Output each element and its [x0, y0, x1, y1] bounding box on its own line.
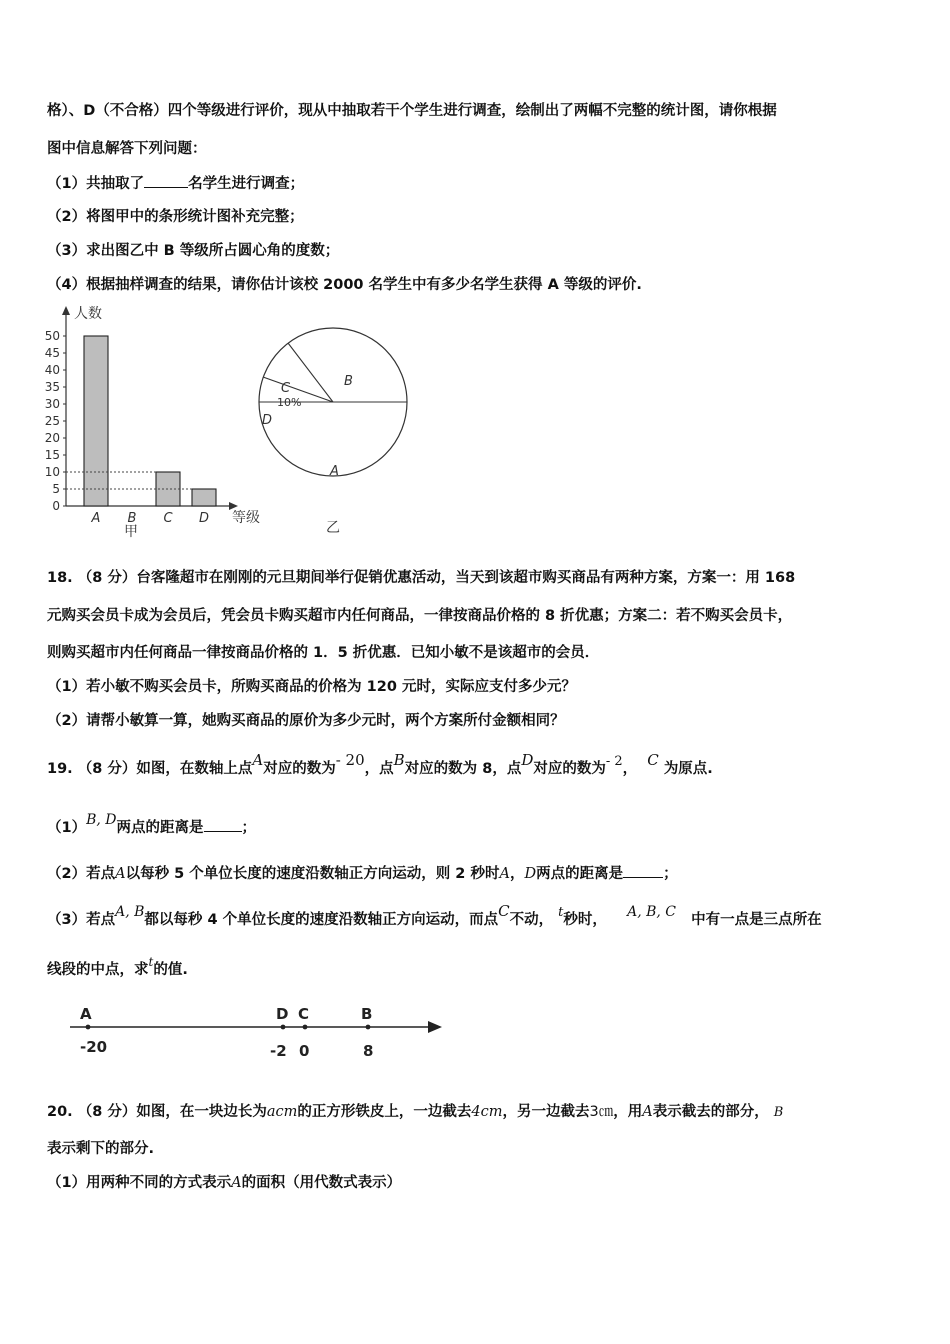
bar-d	[192, 489, 216, 506]
q17-part1-text-b: 名学生进行调查；	[188, 176, 305, 192]
q17-part1-text: （1）共抽取了	[47, 176, 145, 192]
var-c: C	[498, 902, 510, 920]
q20-text: ，用	[613, 1104, 643, 1120]
q19-part3-text: （3）若点	[47, 912, 116, 928]
q19-stem-text: 对应的数为	[263, 761, 336, 777]
number-line	[60, 1000, 460, 1060]
x-tick-label-a: A	[91, 511, 101, 526]
pie-divider-c	[288, 343, 333, 402]
q19-part2-text: 两点的距离是	[536, 866, 624, 882]
q19-part2-text: ，	[509, 866, 525, 882]
var-t: t	[148, 955, 154, 969]
y-tick-label: 45	[44, 346, 60, 360]
q18-line1: 18. （8 分）台客隆超市在刚刚的元旦期间举行促销优惠活动，当天到该超市购买商品有两种方案，方案一：用 168	[47, 570, 796, 586]
q18-line2: 元购买会员卡成为会员后，凭会员卡购买超市内任何商品，一律按商品价格的 8 折优惠；方案二：若不购买会员卡，	[47, 608, 793, 624]
point-b-value: 8	[363, 1042, 374, 1060]
q19-stem-text: 为原点.	[663, 761, 713, 777]
var-ab: A, B	[115, 904, 145, 920]
q19-part1-text: 两点的距离是	[116, 820, 204, 836]
point-c-value: 0	[299, 1042, 310, 1060]
var-t: t	[558, 905, 564, 920]
point-b-label: B	[361, 1005, 373, 1023]
y-tick-label: 35	[44, 380, 60, 394]
var-a: A	[231, 1175, 242, 1191]
bar-a	[84, 336, 108, 506]
y-tick-label: 50	[44, 329, 60, 343]
var-c: C	[647, 751, 659, 769]
point-d-label: D	[276, 1005, 289, 1023]
q18-part2: （2）请帮小敏算一算，她购买商品的原价为多少元时，两个方案所付金额相同？	[47, 713, 565, 729]
q19-part2	[47, 863, 678, 884]
y-tick-label: 20	[44, 431, 60, 445]
pie-chart	[250, 325, 450, 555]
var-b: B	[393, 751, 405, 769]
pie-label-b: B	[344, 374, 353, 389]
y-axis-arrow	[62, 306, 70, 315]
q17-part1	[47, 173, 304, 194]
var-a: A	[252, 751, 264, 769]
point-d-value: -2	[270, 1042, 287, 1060]
value-a: - 20	[335, 751, 365, 769]
point-a-dot	[86, 1025, 91, 1030]
q19-part3-text: 秒时，	[563, 912, 607, 928]
q20-text: ，另一边截去	[502, 1104, 590, 1120]
point-a-label: A	[80, 1005, 92, 1023]
q19-part1	[47, 812, 257, 838]
q20-text: 表示截去的部分，	[652, 1104, 769, 1120]
point-a-value: -20	[80, 1038, 108, 1056]
y-tick-label: 0	[52, 499, 60, 513]
q19-stem-text: ，	[622, 761, 638, 777]
q17-line1: 格）、D（不合格）四个等级进行评价，现从中抽取若干个学生进行调查，绘制出了两幅不完整的统计图，请你根据	[47, 103, 777, 119]
q20-text: 的正方形铁皮上，一边截去	[297, 1104, 472, 1120]
q19-part3-cont	[47, 955, 188, 980]
var-d: D	[521, 751, 534, 769]
number-line-arrow	[428, 1021, 442, 1033]
q19-part2-text: ；	[663, 866, 678, 882]
var-b: B	[773, 1105, 784, 1120]
var-a: A	[642, 1104, 653, 1120]
q17-part3: （3）求出图乙中 B 等级所占圆心角的度数；	[47, 243, 340, 259]
q19-part3-text: 都以每秒 4 个单位长度的速度沿数轴正方向运动，而点	[144, 912, 499, 928]
var-abc: A, B, C	[627, 904, 676, 920]
x-tick-label-b: B	[127, 511, 137, 526]
q19-part3-text: 中有一点是三点所在	[691, 912, 822, 928]
q19-stem-text: ，点	[364, 761, 394, 777]
point-d-dot	[281, 1025, 286, 1030]
q19-stem-text: 19. （8 分）如图，在数轴上点	[47, 761, 253, 777]
q19-part3-text: 不动，	[509, 912, 554, 928]
y-tick-label: 5	[52, 482, 60, 496]
pie-label-c: C	[281, 381, 291, 396]
q19-stem	[47, 751, 713, 780]
y-tick-label: 40	[44, 363, 60, 377]
y-tick-label: 10	[44, 465, 60, 479]
q20-text: 20. （8 分）如图，在一块边长为	[47, 1104, 267, 1120]
var-3cm: 3㎝	[589, 1104, 614, 1120]
var-4cm: 4cm	[471, 1104, 503, 1120]
point-c-label: C	[298, 1005, 310, 1023]
answer-blank	[623, 863, 663, 878]
q19-part3-text: 线段的中点，求	[47, 962, 149, 978]
q19-part1-text: ；	[241, 820, 257, 836]
point-b-dot	[366, 1025, 371, 1030]
point-c-dot	[303, 1025, 308, 1030]
q20-line1	[47, 1102, 783, 1123]
q19-stem-text: 对应的数为 8，点	[404, 761, 522, 777]
var-d: D	[524, 866, 537, 882]
var-acm: acm	[266, 1104, 298, 1120]
var-a: A	[499, 866, 510, 882]
x-tick-label-c: C	[163, 511, 173, 526]
y-tick-label: 30	[44, 397, 60, 411]
chart-title: 甲	[124, 524, 138, 540]
q18-line3: 则购买超市内任何商品一律按商品价格的 1．5 折优惠．已知小敏不是该超市的会员．	[47, 645, 600, 661]
var-a: A	[115, 866, 126, 882]
x-tick-label-d: D	[198, 511, 210, 526]
q19-part3-text: 的值.	[153, 962, 188, 978]
x-axis-arrow	[229, 502, 238, 510]
y-tick-label: 15	[44, 448, 60, 462]
q20-part1-text: （1）用两种不同的方式表示	[47, 1175, 232, 1191]
q18-part1: （1）若小敏不购买会员卡，所购买商品的价格为 120 元时，实际应支付多少元？	[47, 679, 576, 695]
q17-part2: （2）将图甲中的条形统计图补充完整；	[47, 209, 304, 225]
pie-label-d: D	[262, 413, 273, 428]
pie-title: 乙	[326, 520, 340, 536]
answer-blank	[204, 817, 242, 832]
var-bd: B, D	[86, 812, 117, 828]
q17-line2: 图中信息解答下列问题：	[47, 141, 207, 157]
pie-annotation-c: 10%	[277, 396, 302, 409]
value-d: - 2	[605, 754, 623, 769]
q17-part4: （4）根据抽样调查的结果，请你估计该校 2000 名学生中有多少名学生获得 A 等级的评价.	[47, 277, 642, 293]
q19-part2-text: （2）若点	[47, 866, 116, 882]
y-axis-label: 人数	[74, 306, 102, 322]
pie-label-a: A	[330, 464, 339, 479]
q19-part2-text: 以每秒 5 个单位长度的速度沿数轴正方向运动，则 2 秒时	[125, 866, 500, 882]
q19-part1-text: （1）	[47, 820, 87, 836]
answer-blank	[144, 173, 188, 188]
y-tick-label: 25	[44, 414, 60, 428]
x-axis-label: 等级	[232, 510, 260, 526]
q19-part3	[47, 902, 822, 931]
q20-part1	[47, 1173, 401, 1193]
q20-line2: 表示剩下的部分.	[47, 1141, 155, 1157]
q19-stem-text: 对应的数为	[533, 761, 606, 777]
q20-part1-text: 的面积（用代数式表示）	[241, 1175, 402, 1191]
